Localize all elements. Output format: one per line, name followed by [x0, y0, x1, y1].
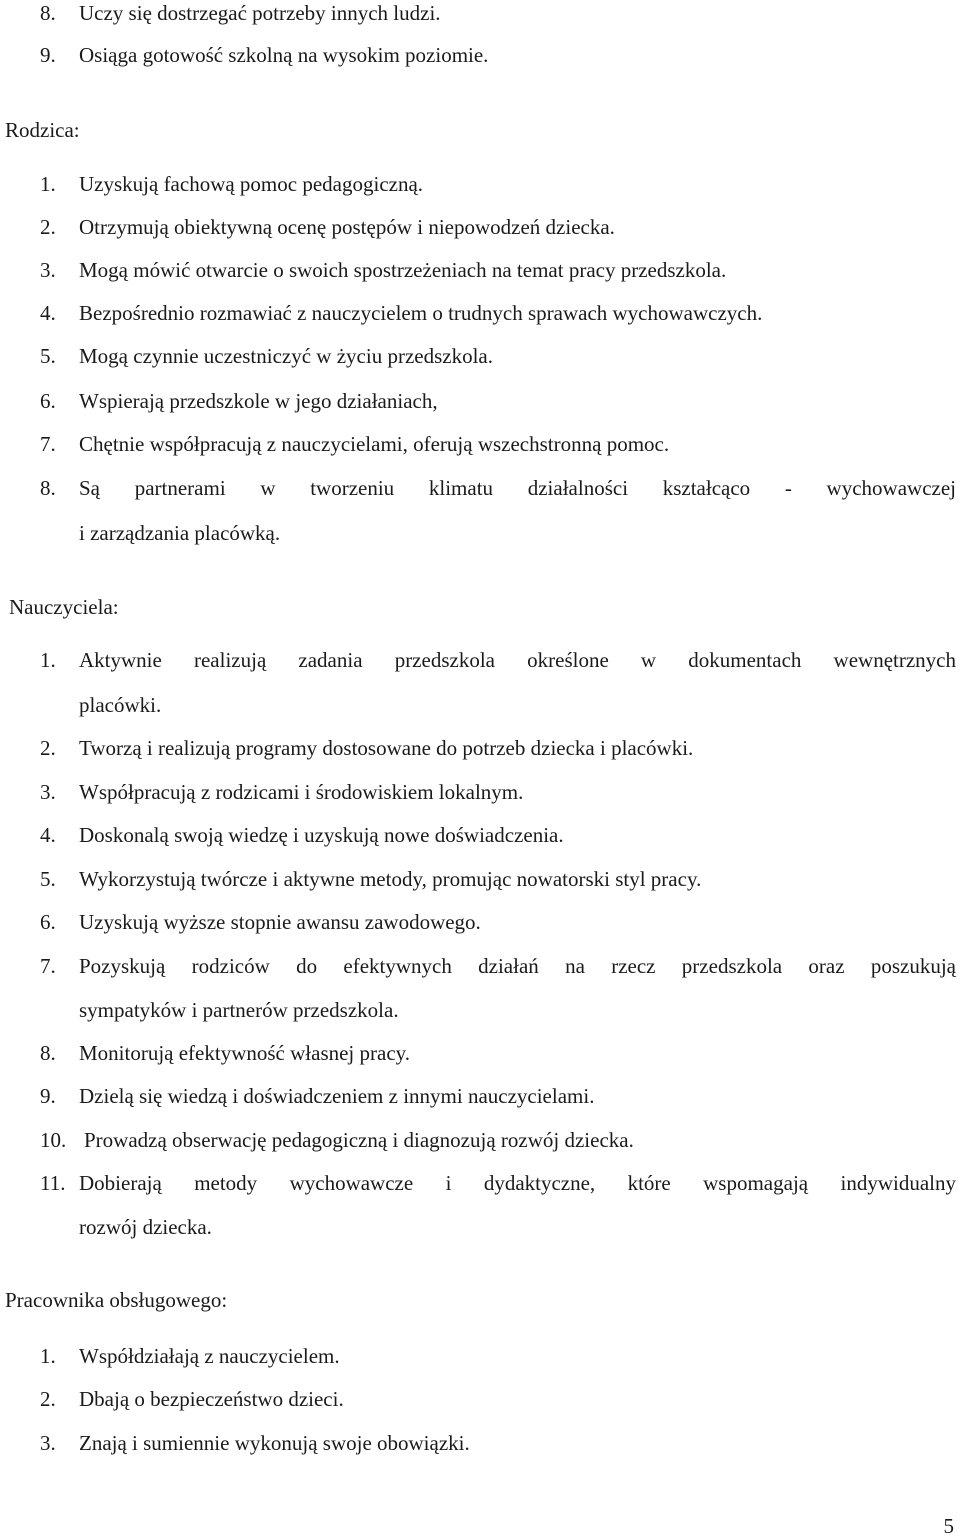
list-item: Uzyskują wyższe stopnie awansu zawodowego.	[79, 910, 481, 934]
list-item: Doskonalą swoją wiedzę i uzyskują nowe doświadczenia.	[79, 823, 564, 847]
list-item-continuation: rozwój dziecka.	[79, 1215, 212, 1239]
list-number: 4.	[40, 823, 56, 847]
list-number: 2.	[40, 1387, 56, 1411]
list-number: 4.	[40, 301, 56, 325]
list-item: Znają i sumiennie wykonują swoje obowiązki.	[79, 1431, 470, 1455]
list-number: 5.	[40, 344, 56, 368]
list-item: Aktywnie realizują zadania przedszkola określone w dokumentach wewnętrznych	[79, 648, 956, 672]
list-number: 2.	[40, 736, 56, 760]
list-number: 6.	[40, 910, 56, 934]
section-heading-staff: Pracownika obsługowego:	[5, 1288, 228, 1312]
list-number: 1.	[40, 172, 56, 196]
list-number: 2.	[40, 215, 56, 239]
list-number: 7.	[40, 432, 56, 456]
list-item: Współpracują z rodzicami i środowiskiem lokalnym.	[79, 780, 524, 804]
list-item: Dzielą się wiedzą i doświadczeniem z innymi nauczycielami.	[79, 1084, 595, 1108]
list-item: Wykorzystują twórcze i aktywne metody, promując nowatorski styl pracy.	[79, 867, 702, 891]
section-heading-teachers: Nauczyciela:	[9, 595, 119, 619]
list-item: Uzyskują fachową pomoc pedagogiczną.	[79, 172, 424, 196]
list-item: Bezpośrednio rozmawiać z nauczycielem o trudnych sprawach wychowawczych.	[79, 301, 763, 325]
list-item: Prowadzą obserwację pedagogiczną i diagnozują rozwój dziecka.	[84, 1128, 634, 1152]
list-item: Otrzymują obiektywną ocenę postępów i niepowodzeń dziecka.	[79, 215, 615, 239]
list-number: 8.	[40, 1041, 56, 1065]
list-item: Dobierają metody wychowawcze i dydaktyczne, które wspomagają indywidualny	[79, 1171, 956, 1195]
list-number: 9.	[40, 43, 56, 67]
list-number: 1.	[40, 1344, 56, 1368]
list-number: 3.	[40, 258, 56, 282]
section-heading-parents: Rodzica:	[5, 118, 80, 142]
list-number: 11.	[40, 1171, 66, 1195]
list-number: 8.	[40, 1, 56, 25]
list-item: Wspierają przedszkole w jego działaniach,	[79, 389, 438, 413]
list-item: Są partnerami w tworzeniu klimatu działalności kształcąco - wychowawczej	[79, 476, 956, 500]
list-number: 9.	[40, 1084, 56, 1108]
list-item-continuation: sympatyków i partnerów przedszkola.	[79, 998, 399, 1022]
list-number: 5.	[40, 867, 56, 891]
page-number: 5	[943, 1514, 954, 1538]
list-item: Tworzą i realizują programy dostosowane do potrzeb dziecka i placówki.	[79, 736, 694, 760]
list-item: Dbają o bezpieczeństwo dzieci.	[79, 1387, 344, 1411]
list-item: Chętnie współpracują z nauczycielami, oferują wszechstronną pomoc.	[79, 432, 670, 456]
list-item: Monitorują efektywność własnej pracy.	[79, 1041, 411, 1065]
list-number: 1.	[40, 648, 56, 672]
list-item: Mogą czynnie uczestniczyć w życiu przedszkola.	[79, 344, 493, 368]
list-item-continuation: placówki.	[79, 693, 162, 717]
list-item: Mogą mówić otwarcie o swoich spostrzeżeniach na temat pracy przedszkola.	[79, 258, 727, 282]
list-number: 3.	[40, 780, 56, 804]
list-item: Współdziałają z nauczycielem.	[79, 1344, 340, 1368]
list-item: Uczy się dostrzegać potrzeby innych ludzi.	[79, 1, 441, 25]
list-item-continuation: i zarządzania placówką.	[79, 521, 281, 545]
list-number: 7.	[40, 954, 56, 978]
list-item: Pozyskują rodziców do efektywnych działań na rzecz przedszkola oraz poszukują	[79, 954, 956, 978]
list-number: 10.	[40, 1128, 67, 1152]
list-number: 3.	[40, 1431, 56, 1455]
list-number: 6.	[40, 389, 56, 413]
list-item: Osiąga gotowość szkolną na wysokim poziomie.	[79, 43, 489, 67]
list-number: 8.	[40, 476, 56, 500]
